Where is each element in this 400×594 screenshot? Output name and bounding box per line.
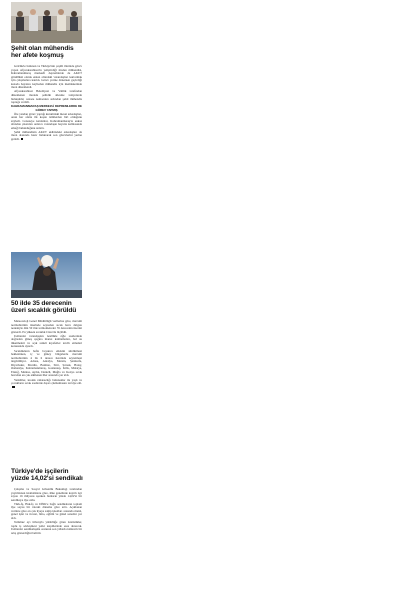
photo-heat-wave [11,252,82,298]
photo-memorial-ceremony-image [11,2,82,43]
article-paragraph: Meteoroloji Genel Müdürlüğü verilerine göre, mevsim normallerinin üzerinde seyreden sıcak hava dalgası nedeniyle dün 50 ilde termometreler 35 derecenin üzerini gösterdi. En yüksek sıcaklık Cizre'de ölçüldü. [11,320,82,334]
end-of-article-mark [12,386,15,388]
article-paragraph: Gölcük'te bulunan ve Türkiye'nin çeşitli illerinde görev yapan Afyonkarahisar'ın yetiştirdiği maden mühendisi, Kahramanmaraş merkezli depremlerde de AKUT gönüllüsü olarak enkaz altındaki vatandaşları kurtarmak için çalışmalara katıldı. Görev yerine dönerken geçirdiği kazada hayatını kaybeden mühendis için memleketinde tören düzenlendi. [11,65,82,90]
article-paragraph-text: Yetkililer, kronik rahatsızlığı bulunanlar ile yaşlı ve çocukların sıcak saatlerde dışarı çıkmamasını tavsiye etti. [11,377,82,386]
article-headline: Şehit olan mühendis her afete koşmuş [11,45,74,60]
article-headline: 50 ilde 35 derecenin üzeri sıcaklık görüldü [11,300,77,315]
article-headline: Türkiye'de işçilerin yüzde 14,02'si sendikalı [11,468,83,483]
article-body [11,488,82,592]
article-paragraph-text: Şehit mühendisin AKUT ekibindeki arkadaşları da tören alanında hazır bulunarak son görevlerini yerine getirdi. [11,129,82,142]
article-paragraph: Temmuz ayı itibarıyla yürürlüğe giren istatistikler, toplu iş sözleşmesi yetki tespitlerinde esas alınacak. Uzmanlar sendikalaşma oranının son yıllarda istikrarlı bir artış gösterdiğini belirtti. [11,520,82,535]
article-body [11,320,82,464]
article-paragraph: Sıcaklıkların hafta boyunca etkisini sürdürmesi beklenirken, iç ve güney bölgelerde mevsim normallerinin 4 ila 6 derece üzerinde seyretmesi öngörülüyor. Adana, Antalya, Mersin, Şanlıurfa, Diyarbakır, Mardin, Batman, Siirt, Şırnak, Hatay, Osmaniye, Kahramanmaraş, Gaziantep, Kilis, Malatya, Elazığ, Manisa, Aydın, Denizli, Muğla ve Konya sıcak havadan en çok etkilenen iller arasında yer aldı. [11,348,82,378]
article-paragraph [11,379,82,390]
article-body [11,65,82,247]
article-subhead: KAHRAMANMARAŞ MERKEZLİ DEPREMLERDE DE GÖREV YAPMIŞ [11,104,82,112]
photo-heat-wave-image [11,252,82,298]
article-paragraph: Öte yandan görev yaptığı kurumdaki mesai arkadaşları, onun her afette ilk koşan isimlerden biri olduğunu söyledi. Cenazeye katılanlar, Kahramanmaraş'ta enkaz altından çıkarılan onlarca vatandaşın hayatta kalmasında emeği bulunduğunu anlattı. [11,111,82,130]
article-paragraph: Çalışma ve Sosyal Güvenlik Bakanlığı tarafından yayımlanan istatistiklere göre, ülke genelinde kayıtlı işçi sayısı 16 milyonu aşarken bunların yüzde 14,02'si bir sendikaya üye oldu. [11,488,82,502]
photo-memorial-ceremony [11,2,82,43]
article-paragraph: Türk-İş, Hak-İş ve DİSK'e bağlı sendikaların toplam üye sayısı bir önceki döneme göre arttı. Açıklanan verilere göre en çok üyeye sahip işkolları arasında metal, genel işler ve ticaret, büro, eğitim ve güzel sanatlar yer aldı. [11,501,82,520]
end-of-article-mark [21,138,24,140]
article-paragraph: Afyonkarahisar Belediyesi ve Valilik tarafından düzenlenen törende şehidin ailesine taziyelerde bulunuldu; cenaze namazının ardından şehit mühendis toprağa verildi. [11,89,82,105]
article-paragraph [11,131,82,142]
article-paragraph: Uzmanlar vatandaşları özellikle öğle saatlerinde doğrudan güneş ışığına maruz kalmamaları, bol su tüketmeleri ve açık renkli kıyafetler tercih etmeleri konusunda uyardı. [11,333,82,349]
